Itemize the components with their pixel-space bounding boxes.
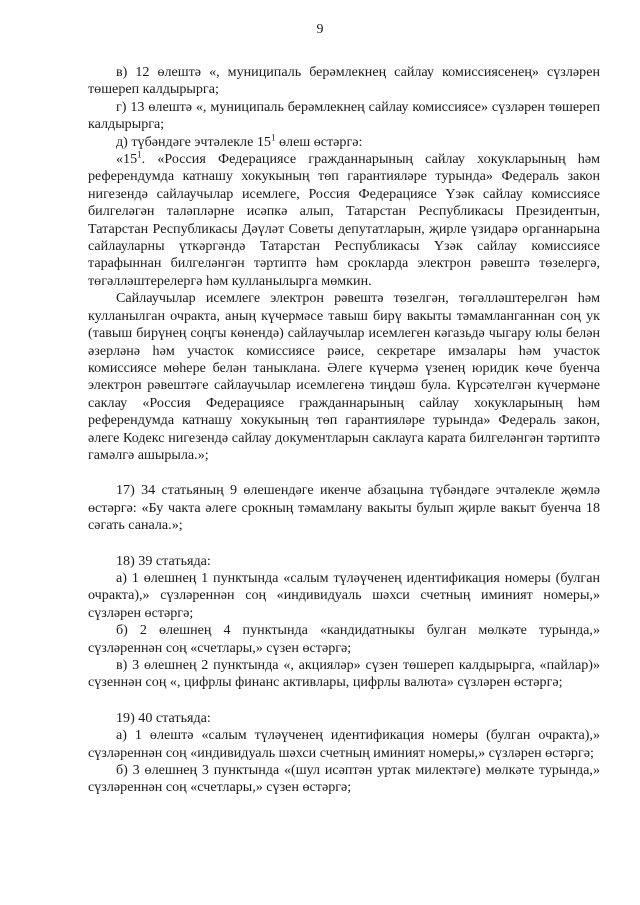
paragraph-19-a: а) 1 өлештә «салым түләүченең идентификация номеры (булган очракта),» сүзләреннән соң «индивидуаль шәхси счетның иминият номеры,» сүзләрен өстәргә; bbox=[88, 727, 600, 761]
document-body bbox=[88, 64, 600, 797]
paragraph-18-v: в) 3 өлешнең 2 пунктында «, акцияләр» сүзен төшереп калдырырга, «пайлар)» сүзеннән соң «, цифрлы финанс активлары, цифрлы валюта» сүзләрен өстәргә; bbox=[88, 657, 600, 691]
paragraph-g: г) 13 өлештә «, муниципаль берәмлекнең сайлау комиссиясе» сүзләрен төшереп калдырырга; bbox=[88, 98, 600, 133]
paragraph-19-b: б) 3 өлешнең 3 пунктында «(шул исәптән уртак милектәге) мөлкәте турында,» сүзләреннән соң «счетлары,» сүзен өстәргә; bbox=[88, 762, 600, 796]
paragraph-15-1-text: . «Россия Федерациясе гражданнарының сайлау хокукларының һәм референдумда катнашу хокукының төп гарантияләре турында» Федераль закон нигезендә сайлаучылар исемлеге, Россия Федерациясе Үзәк сайлау комиссиясе билгеләгән таләпләрне исәпкә алып, Татарстан Республикасы Президентын, Татарстан Республикасы Дәүләт Советы депутатларын, җирле үзидарә органнарына сайлауларны үткәргәндә Татарстан Республикасы Үзәк сайлау комиссиясе тарафыннан билгеләнгән тәртиптә һәм срокларда электрон рәвештә төзелергә, төгәлләштерелергә һәм кулланылырга мөмкин. bbox=[88, 151, 600, 289]
paragraph-d bbox=[88, 131, 600, 151]
paragraph-18-b: б) 2 өлешнең 4 пунктында «кандидатныкы булган мөлкәте турында,» сүзләреннән соң «счетлары,» сүзен өстәргә; bbox=[88, 622, 600, 656]
spacer bbox=[88, 464, 600, 482]
superscript: 1 bbox=[270, 131, 276, 142]
paragraph-d-tail: өлеш өстәргә: bbox=[275, 133, 363, 150]
paragraph-17: 17) 34 статьяның 9 өлешендәге икенче абзацына түбәндәге эчтәлекле җөмлә өстәргә: «Бу чакта әлеге срокның тәмамлану вакыты булып җирле вакыт буенча 18 сәгать санала.»; bbox=[88, 482, 600, 534]
spacer bbox=[88, 535, 600, 553]
paragraph-18-a: а) 1 өлешнең 1 пунктында «салым түләүченең идентификация номеры (булган очракта),» сүзләреннән соң «индивидуаль шәхси счетның иминият номеры,» сүзләрен өстәргә; bbox=[88, 569, 600, 621]
page-number: 9 bbox=[316, 22, 324, 37]
paragraph-d-text: д) түбәндәге эчтәлекле 15 bbox=[116, 133, 271, 150]
paragraph-19: 19) 40 статьяда: bbox=[116, 709, 211, 726]
paragraph-15-1-start: «15 bbox=[116, 151, 138, 168]
spacer bbox=[88, 692, 600, 710]
paragraph-15-1 bbox=[88, 151, 600, 290]
paragraph-18: 18) 39 статьяда: bbox=[116, 552, 211, 569]
superscript: 1 bbox=[137, 149, 142, 160]
paragraph-electoral-list: Сайлаучылар исемлеге электрон рәвештә төзелгән, төгәлләштерелгән һәм кулланылган очракта, аның күчермәсе тавыш бирү вакыты тәмамланганнан соң ук (тавыш бирүнең соңгы көнендә) сайлаучылар исемлеген кәгазьдә чыгару юлы белән әзерләнә һәм участок комиссиясе рәисе, секретаре имзалары һәм участок комиссиясе мөһере белән таныклана. Әлеге күчермә үзенең юридик көче буенча электрон рәвештәге сайлаучылар исемлегенә тиңдәш була. Күрсәтелгән күчермәне саклау «Россия Федерациясе гражданнарының сайлау хокукларының һәм референдумда катнашу хокукының төп гарантияләре турында» Федераль закон, әлеге Кодекс нигезендә сайлау документларын саклауга карата билгеләнгән тәртиптә гамәлгә ашырыла.»; bbox=[88, 290, 600, 463]
paragraph-v: в) 12 өлештә «, муниципаль берәмлекнең сайлау комиссиясенең» сүзләрен төшереп калдырырга; bbox=[88, 64, 600, 98]
